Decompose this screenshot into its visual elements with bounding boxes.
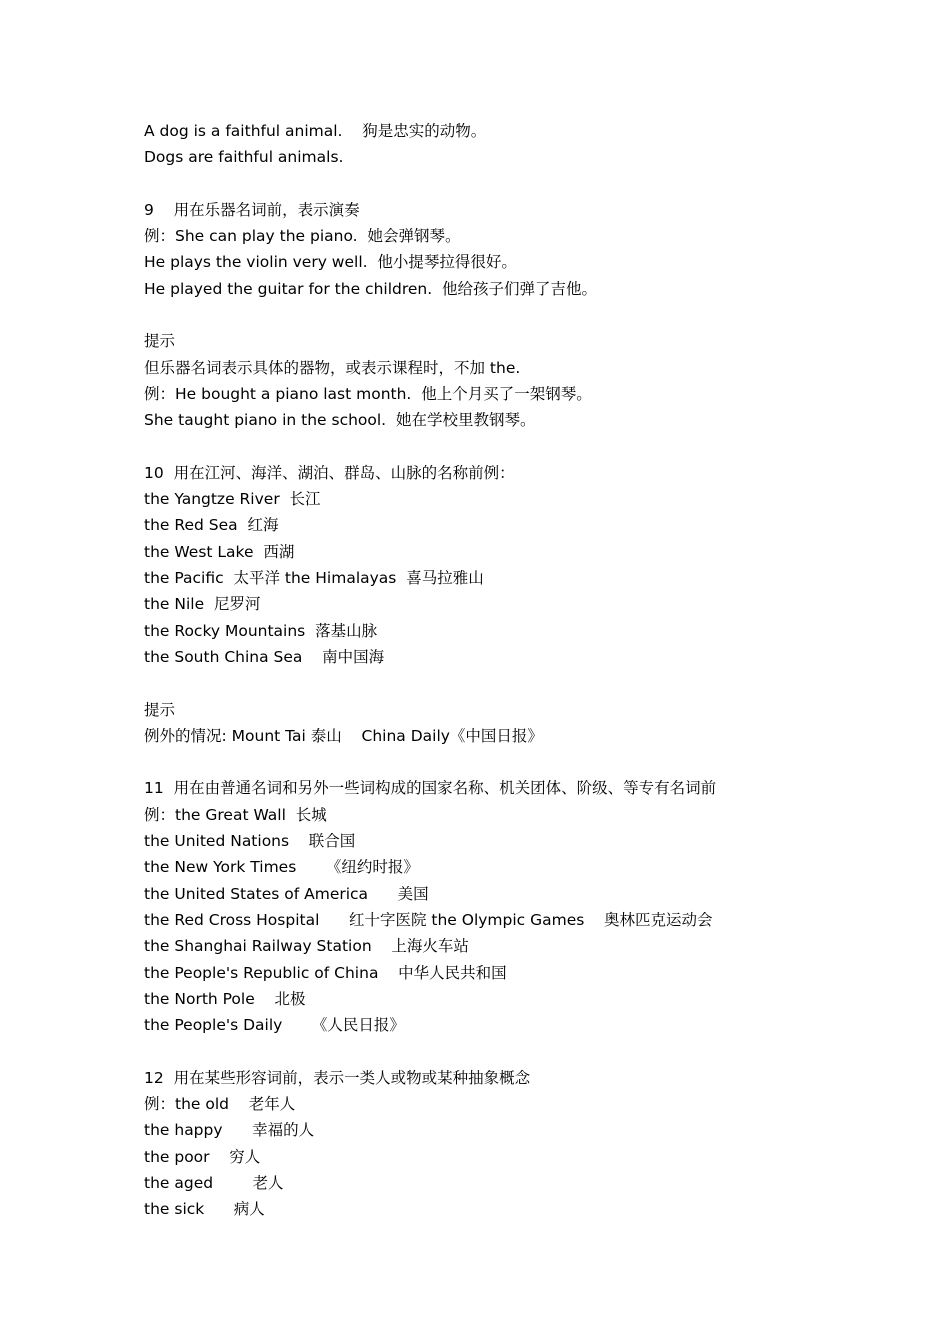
text-line: the Shanghai Railway Station 上海火车站 [144,937,469,956]
blank-line [144,670,904,696]
text-line: 但乐器名词表示具体的器物，或表示课程时，不加 the. [144,358,521,377]
blank-line [144,749,904,775]
text-line: the New York Times 《纽约时报》 [144,858,419,877]
text-line: 11 用在由普通名词和另外一些词构成的国家名称、机关团体、阶级、等专有名词前 [144,779,717,798]
text-line: 例：the old 老年人 [144,1094,296,1113]
text-line: the North Pole 北极 [144,989,306,1008]
text-line: the Red Cross Hospital 红十字医院 the Olympic Games 奥林匹克运动会 [144,910,713,929]
text-line: the People's Daily 《人民日报》 [144,1016,405,1035]
text-line: Dogs are faithful animals. [144,148,344,167]
text-line: 提示 [144,700,176,719]
text-line: He plays the violin very well. 他小提琴拉得很好。 [144,253,517,272]
text-line: the United States of America 美国 [144,884,429,903]
document-body [144,118,904,1222]
text-line: the happy 幸福的人 [144,1121,315,1140]
text-line: A dog is a faithful animal. 狗是忠实的动物。 [144,122,487,140]
text-line: He played the guitar for the children. 他给孩子们弹了吉他。 [144,279,598,298]
blank-line [144,1038,904,1064]
text-line: the Rocky Mountains 落基山脉 [144,621,378,640]
text-line: 提示 [144,332,176,351]
blank-line [144,171,904,197]
text-line: the United Nations 联合国 [144,832,356,851]
text-line: 10 用在江河、海洋、湖泊、群岛、山脉的名称前例： [144,463,515,482]
text-line: the sick 病人 [144,1200,265,1219]
text-line: the West Lake 西湖 [144,542,295,561]
text-line: 例：the Great Wall 长城 [144,805,327,824]
text-line: the South China Sea 南中国海 [144,647,385,666]
text-line: the Pacific 太平洋 the Himalayas 喜马拉雅山 [144,569,484,588]
text-line: 例：She can play the piano. 她会弹钢琴。 [144,227,461,246]
blank-line [144,434,904,460]
text-line: the poor 穷人 [144,1147,261,1166]
text-line: the People's Republic of China 中华人民共和国 [144,963,507,982]
text-line: the Yangtze River 长江 [144,490,321,509]
text-line: the aged 老人 [144,1173,284,1192]
text-line: 例：He bought a piano last month. 他上个月买了一架钢琴。 [144,384,592,403]
text-line: 9 用在乐器名词前，表示演奏 [144,200,360,219]
text-line: 12 用在某些形容词前，表示一类人或物或某种抽象概念 [144,1068,531,1087]
text-line: the Nile 尼罗河 [144,595,261,614]
text-line: 例外的情况: Mount Tai 泰山 China Daily《中国日报》 [144,726,543,745]
blank-line [144,302,904,328]
text-line: the Red Sea 红海 [144,516,279,535]
text-line: She taught piano in the school. 她在学校里教钢琴。 [144,411,536,430]
